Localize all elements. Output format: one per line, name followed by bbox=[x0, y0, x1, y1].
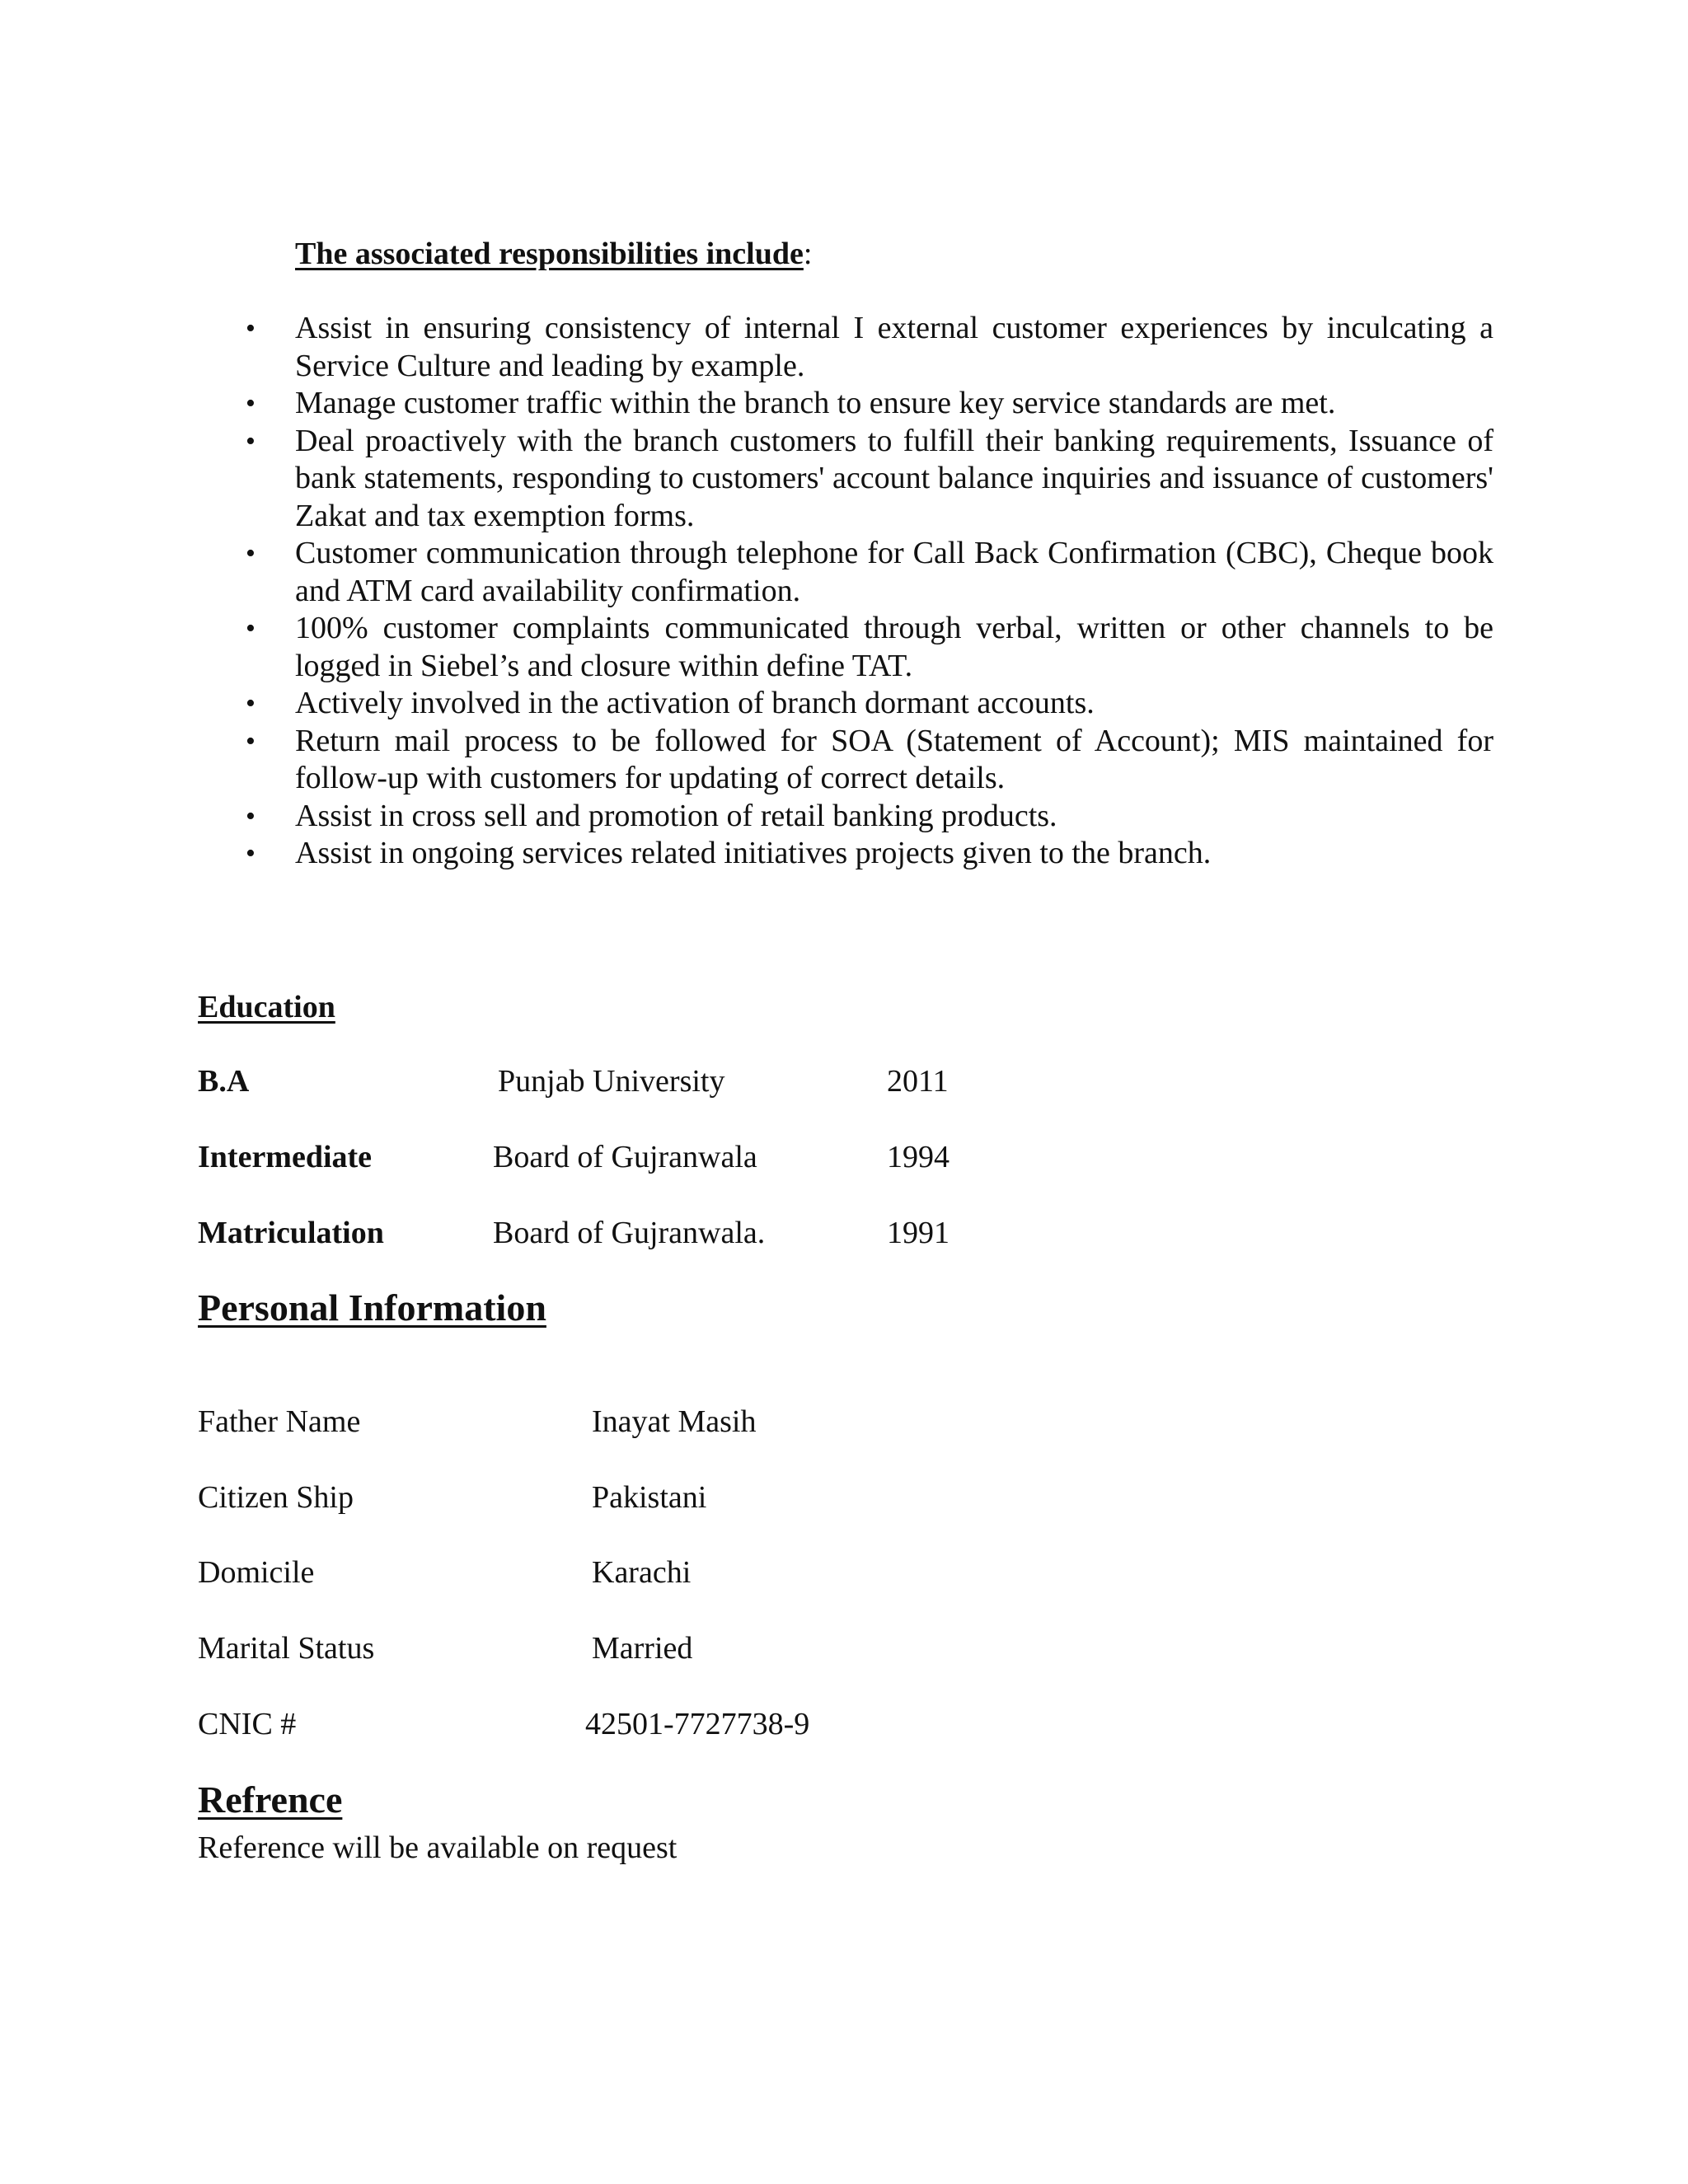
bullet-icon: • bbox=[246, 688, 256, 719]
responsibility-text: Assist in cross sell and promotion of retail banking products. bbox=[295, 798, 1057, 833]
education-year: 1991 bbox=[887, 1216, 950, 1250]
reference-title: Refrence bbox=[198, 1779, 343, 1821]
bullet-icon: • bbox=[246, 313, 256, 344]
reference-text: Reference will be available on request bbox=[198, 1830, 678, 1865]
personal-info-row bbox=[198, 1404, 1022, 1445]
responsibilities-list bbox=[241, 310, 1493, 873]
personal-info-label: Marital Status bbox=[198, 1631, 375, 1666]
responsibility-text: Assist in ensuring consistency of internal I external customer experiences by inculcating a Service Culture and leading by example. bbox=[295, 311, 1493, 383]
personal-info-value: 42501-7727738-9 bbox=[585, 1707, 810, 1741]
bullet-icon: • bbox=[246, 425, 256, 457]
responsibility-item bbox=[241, 310, 1493, 385]
personal-info-row bbox=[198, 1706, 1022, 1747]
education-institution: Board of Gujranwala. bbox=[493, 1216, 766, 1250]
personal-info-label: CNIC # bbox=[198, 1707, 297, 1741]
education-year: 1994 bbox=[887, 1140, 950, 1174]
responsibilities-heading-text: The associated responsibilities include bbox=[295, 237, 804, 271]
personal-info-label: Citizen Ship bbox=[198, 1480, 354, 1515]
responsibility-text: Actively involved in the activation of branch dormant accounts. bbox=[295, 686, 1095, 720]
responsibility-text: Deal proactively with the branch customers to fulfill their banking requirements, Issuance of bank statements, responding to customers' account balance inquiries and issuance of customers' Zakat and tax exemption forms. bbox=[295, 423, 1493, 533]
responsibilities-heading bbox=[295, 236, 812, 272]
personal-info-value: Pakistani bbox=[592, 1480, 707, 1515]
personal-info-row bbox=[198, 1479, 1022, 1521]
responsibility-text: 100% customer complaints communicated through verbal, written or other channels to be logged in Siebel’s and closure within define TAT. bbox=[295, 611, 1493, 683]
education-degree: Matriculation bbox=[198, 1216, 384, 1250]
education-row bbox=[198, 1063, 1022, 1104]
education-degree: B.A bbox=[198, 1064, 250, 1099]
education-institution: Board of Gujranwala bbox=[493, 1140, 757, 1174]
responsibility-item bbox=[241, 535, 1493, 610]
bullet-icon: • bbox=[246, 725, 256, 757]
personal-information-title: Personal Information bbox=[198, 1286, 546, 1329]
bullet-icon: • bbox=[246, 538, 256, 569]
responsibility-item bbox=[241, 385, 1493, 423]
responsibility-text: Manage customer traffic within the branch to ensure key service standards are met. bbox=[295, 386, 1336, 420]
responsibility-item bbox=[241, 723, 1493, 798]
personal-info-value: Married bbox=[592, 1631, 693, 1666]
personal-info-label: Domicile bbox=[198, 1555, 315, 1590]
bullet-icon: • bbox=[246, 388, 256, 419]
personal-info-value: Karachi bbox=[592, 1555, 692, 1590]
personal-info-value: Inayat Masih bbox=[592, 1404, 757, 1439]
personal-info-label: Father Name bbox=[198, 1404, 361, 1439]
education-institution: Punjab University bbox=[498, 1064, 725, 1099]
education-year: 2011 bbox=[887, 1064, 949, 1099]
responsibility-item bbox=[241, 835, 1493, 873]
education-row bbox=[198, 1139, 1022, 1180]
education-degree: Intermediate bbox=[198, 1140, 373, 1174]
responsibility-item bbox=[241, 610, 1493, 685]
personal-info-row bbox=[198, 1630, 1022, 1671]
bullet-icon: • bbox=[246, 613, 256, 644]
responsibility-text: Customer communication through telephone for Call Back Confirmation (CBC), Cheque book and ATM card availability confirmation. bbox=[295, 536, 1493, 608]
responsibility-item bbox=[241, 685, 1493, 723]
responsibility-text: Assist in ongoing services related initiatives projects given to the branch. bbox=[295, 836, 1212, 870]
education-title: Education bbox=[198, 990, 335, 1024]
bullet-icon: • bbox=[246, 838, 256, 869]
responsibilities-heading-colon: : bbox=[803, 237, 813, 271]
responsibility-item bbox=[241, 423, 1493, 536]
education-row bbox=[198, 1215, 1022, 1256]
bullet-icon: • bbox=[246, 800, 256, 832]
responsibility-item bbox=[241, 798, 1493, 836]
responsibility-text: Return mail process to be followed for SOA (Statement of Account); MIS maintained for follow-up with customers for updating of correct details. bbox=[295, 723, 1493, 795]
personal-info-row bbox=[198, 1554, 1022, 1596]
